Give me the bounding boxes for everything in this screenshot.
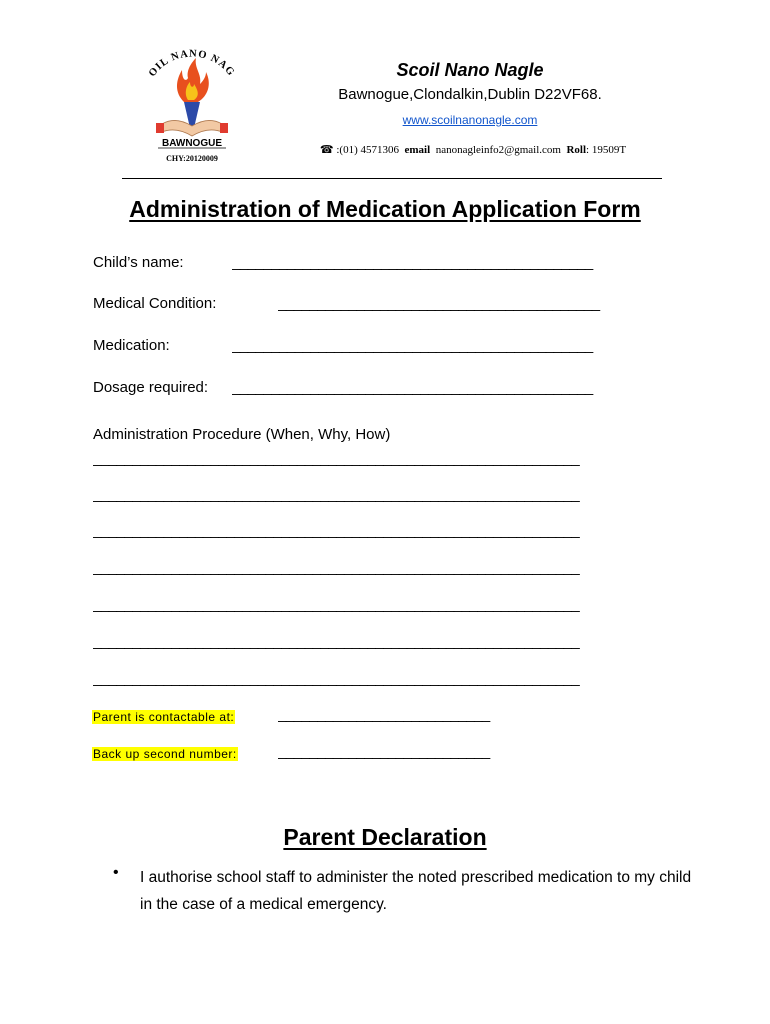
website-link[interactable]: www.scoilnanonagle.com <box>402 113 538 127</box>
medical-condition-field[interactable]: _________________________________________ <box>278 295 600 312</box>
school-crest-icon <box>136 40 248 166</box>
school-address: Bawnogue,Clondalkin,Dublin D22VF68. <box>338 86 602 103</box>
declaration-title <box>200 824 570 851</box>
parent-contact-field[interactable]: ___________________________ <box>278 706 490 723</box>
backup-number-label <box>92 745 238 763</box>
childs-name-field[interactable]: ______________________________________________ <box>232 254 593 271</box>
procedure-line-4[interactable]: ______________________________________________________________ <box>93 559 580 576</box>
medication-field[interactable]: ______________________________________________ <box>232 337 593 354</box>
school-logo <box>136 40 248 166</box>
dosage-field[interactable]: ______________________________________________ <box>232 379 593 396</box>
roll-number: : 19509T <box>586 144 627 156</box>
logo-arc-text: OIL NANO NAG <box>146 48 237 80</box>
procedure-line-3[interactable]: ______________________________________________________________ <box>93 522 580 539</box>
procedure-line-5[interactable]: ______________________________________________________________ <box>93 596 580 613</box>
declaration-title-text: Parent Declaration <box>283 824 487 850</box>
parent-contact-label <box>92 708 235 726</box>
logo-charity-text: CHY:20120009 <box>166 154 218 163</box>
form-title <box>60 196 710 223</box>
phone-number: :(01) 4571306 <box>336 144 400 156</box>
backup-number-label-text: Back up second number: <box>93 747 237 761</box>
backup-number-field[interactable]: ___________________________ <box>278 743 490 760</box>
email-address[interactable]: nanonagleinfo2@gmail.com <box>435 144 561 156</box>
procedure-label: Administration Procedure (When, Why, How) <box>93 426 391 443</box>
roll-label: Roll <box>566 144 587 156</box>
telephone-icon: ☎ <box>319 144 334 156</box>
procedure-line-7[interactable]: ______________________________________________________________ <box>93 670 580 687</box>
procedure-line-1[interactable]: ______________________________________________________________ <box>93 450 580 467</box>
form-title-text: Administration of Medication Application Form <box>129 196 641 222</box>
procedure-line-2[interactable]: ______________________________________________________________ <box>93 486 580 503</box>
school-name: Scoil Nano Nagle <box>396 60 544 80</box>
medical-condition-label: Medical Condition: <box>93 295 217 312</box>
contact-line <box>300 143 646 156</box>
email-label: email <box>404 144 431 156</box>
logo-place-text: BAWNOGUE <box>162 138 222 149</box>
bullet-icon: • <box>113 864 119 881</box>
childs-name-label: Child’s name: <box>93 254 184 271</box>
declaration-text: I authorise school staff to administer the noted prescribed medication to my child in the case of a medical emergency. <box>140 869 692 913</box>
procedure-line-6[interactable]: ______________________________________________________________ <box>93 633 580 650</box>
dosage-label: Dosage required: <box>93 379 209 396</box>
parent-contact-label-text: Parent is contactable at: <box>93 710 235 724</box>
header-divider <box>122 178 662 179</box>
medication-label: Medication: <box>93 337 170 354</box>
